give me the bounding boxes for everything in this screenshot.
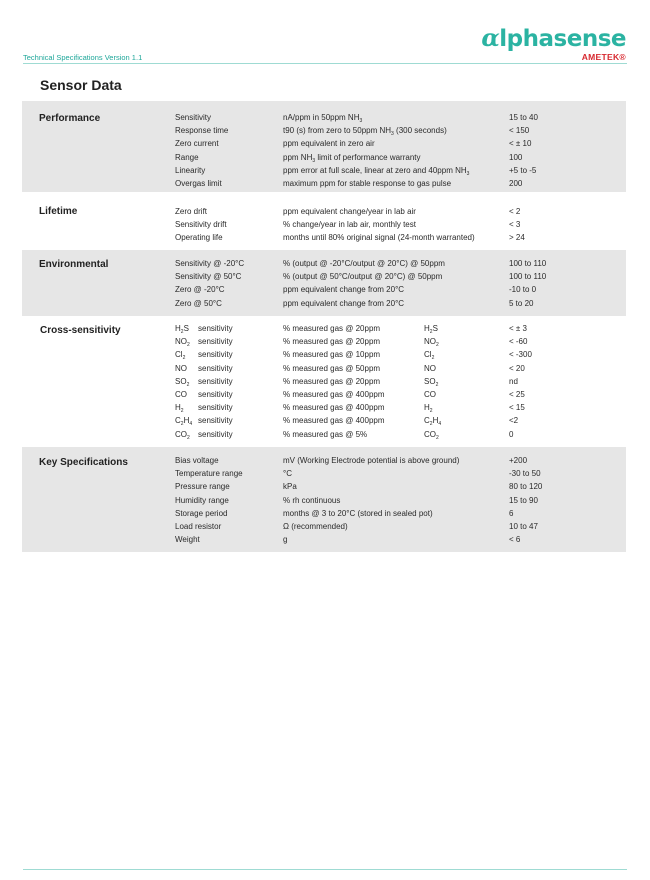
spec-row [22, 480, 626, 493]
gas-name: NO [175, 363, 187, 373]
spec-value: 200 [509, 179, 523, 188]
gas-name: NO [424, 363, 436, 373]
spec-description: % change/year in lab air, monthly test [283, 220, 416, 230]
environmental-section [22, 250, 626, 316]
spec-label: Sensitivity [175, 113, 212, 122]
spec-description: ppm $NH_3$ limit of performance warranty [283, 152, 421, 164]
gas-name: $H_2$ [175, 403, 184, 415]
spec-value: < 15 [509, 403, 525, 413]
subscript: 3 [466, 170, 470, 177]
spec-description: ppm equivalent in zero air [283, 139, 375, 149]
gas-name: $SO_2$ [424, 376, 439, 388]
lifetime-section [22, 200, 626, 248]
spec-label: Bias voltage [175, 456, 219, 465]
spec-label: Load resistor [175, 522, 222, 531]
spec-description: months until 80% original signal (24-month warranted) [283, 233, 475, 243]
spec-description: maximum ppm for stable response to gas pulse [283, 179, 452, 188]
subscript: 2 [180, 421, 184, 428]
spec-row [22, 454, 626, 467]
spec-value: < ± 3 [509, 324, 527, 333]
spec-value: -30 to 50 [509, 469, 541, 479]
gas-name: $Cl_2$ [424, 350, 435, 362]
spec-row [22, 533, 626, 546]
spec-row [22, 164, 626, 177]
spec-row [22, 322, 626, 335]
spec-row [22, 218, 626, 231]
gas-name: $NO_2$ [424, 337, 439, 349]
spec-row [22, 467, 626, 480]
spec-label: Temperature range [175, 469, 243, 479]
spec-value: 10 to 47 [509, 522, 538, 531]
spec-label: sensitivity [198, 363, 233, 373]
subscript: 2 [187, 434, 190, 441]
spec-row [22, 520, 626, 533]
gas-name: $CO_2$ [175, 429, 190, 441]
section-title: Lifetime [39, 206, 78, 217]
subscript: 2 [182, 355, 186, 362]
spec-description: ppm error at full scale, linear at zero and 40ppm $NH_3$ [283, 165, 470, 177]
spec-label: Zero @ -20°C [175, 285, 225, 295]
spec-value: < 25 [509, 390, 525, 399]
spec-description: ppm equivalent change from 20°C [283, 285, 405, 295]
spec-label: Operating life [175, 233, 223, 243]
spec-row [22, 137, 626, 150]
spec-value: 80 to 120 [509, 482, 543, 492]
spec-row [22, 151, 626, 164]
spec-row [22, 270, 626, 283]
spec-row [22, 257, 626, 270]
section-title: Environmental [39, 259, 109, 270]
spec-label: Sensitivity @ -20°C [175, 259, 245, 268]
subscript: 2 [431, 355, 435, 362]
document-subtitle: Technical Specifications Version 1.1 [23, 53, 143, 62]
spec-row [22, 401, 626, 414]
subscript: 2 [180, 408, 184, 415]
gas-name: $H_2S$ [175, 324, 189, 335]
spec-label: sensitivity [198, 324, 233, 333]
subscript: 2 [186, 381, 190, 388]
spec-description: % measured gas @ 400ppm [283, 416, 385, 426]
spec-description: % measured gas @ 20ppm [283, 324, 381, 333]
spec-description: nA/ppm in 50ppm $NH_3$ [283, 113, 363, 124]
spec-description: % measured gas @ 400ppm [283, 403, 385, 413]
gas-name: $Cl_2$ [175, 350, 186, 362]
spec-value: 15 to 90 [509, 495, 538, 505]
spec-label: Zero drift [175, 207, 208, 216]
gas-name: $SO_2$ [175, 376, 190, 388]
spec-value: < -60 [509, 337, 528, 347]
spec-value: < 3 [509, 220, 521, 230]
gas-name: $H_2S$ [424, 324, 438, 335]
spec-description: % rh continuous [283, 495, 341, 505]
spec-value: +5 to -5 [509, 165, 537, 175]
spec-description: % measured gas @ 20ppm [283, 376, 381, 386]
spec-label: sensitivity [198, 390, 233, 399]
spec-description: t90 (s) from zero to 50ppm $NH_3$ (300 seconds) [283, 126, 447, 138]
spec-description: Ω (recommended) [283, 522, 348, 531]
subscript: 2 [435, 381, 439, 388]
cross-sensitivity-section [22, 318, 626, 444]
spec-value: 5 to 20 [509, 298, 534, 308]
spec-row [22, 348, 626, 361]
spec-label: Weight [175, 535, 200, 545]
section-title: Performance [39, 113, 101, 124]
spec-label: Pressure range [175, 482, 230, 492]
alphasense-logo [481, 23, 626, 62]
spec-label: sensitivity [198, 350, 233, 360]
spec-row [22, 124, 626, 137]
spec-row [22, 362, 626, 375]
gas-name: CO [424, 390, 436, 399]
spec-value: 100 to 110 [509, 259, 547, 268]
spec-value: +200 [509, 456, 528, 465]
spec-value: < 20 [509, 363, 525, 373]
spec-description: ppm equivalent change from 20°C [283, 298, 405, 308]
spec-label: sensitivity [198, 416, 233, 426]
spec-value: < -300 [509, 350, 532, 360]
spec-row [22, 177, 626, 190]
spec-description: % measured gas @ 20ppm [283, 337, 381, 347]
spec-value: < ± 10 [509, 139, 532, 149]
section-title: Key Specifications [39, 457, 128, 468]
spec-description: kPa [283, 482, 297, 492]
subscript: 2 [187, 342, 190, 349]
spec-value: -10 to 0 [509, 285, 537, 295]
spec-row [22, 375, 626, 388]
subscript: 2 [429, 408, 433, 415]
spec-description: % (output @ 50°C/output @ 20°C) @ 50ppm [283, 272, 443, 282]
gas-name: $NO_2$ [175, 337, 190, 349]
spec-label: sensitivity [198, 376, 233, 386]
section-title: Cross-sensitivity [40, 325, 121, 336]
subscript: 2 [180, 329, 184, 335]
gas-name: $H_2$ [424, 403, 433, 415]
ametek-logo: AMETEK® [581, 52, 626, 62]
header-divider [23, 63, 627, 64]
spec-description: °C [283, 469, 292, 479]
subscript: 4 [438, 421, 442, 428]
gas-name: CO [175, 390, 187, 399]
spec-description: months @ 3 to 20°C (stored in sealed pot) [283, 508, 433, 518]
spec-label: Storage period [175, 508, 228, 518]
subscript: 2 [429, 421, 433, 428]
spec-label: Zero @ 50°C [175, 298, 222, 308]
gas-name: $CO_2$ [424, 429, 439, 441]
spec-row [22, 388, 626, 401]
spec-label: Overgas limit [175, 179, 222, 188]
gas-name: $C_2H_4$ [424, 416, 442, 428]
spec-value: 6 [509, 508, 514, 518]
logo-wordmark: αlphasense [481, 23, 626, 52]
spec-description: % measured gas @ 5% [283, 429, 368, 439]
spec-label: Humidity range [175, 495, 229, 505]
spec-description: % measured gas @ 50ppm [283, 363, 381, 373]
spec-label: Zero current [175, 139, 219, 149]
spec-label: sensitivity [198, 337, 233, 347]
spec-row [22, 297, 626, 310]
performance-section [22, 101, 626, 192]
spec-value: <2 [509, 416, 519, 426]
spec-label: Linearity [175, 165, 206, 175]
spec-value: 100 to 110 [509, 272, 547, 282]
spec-value: < 2 [509, 207, 521, 216]
footer-divider [23, 869, 627, 870]
spec-value: < 150 [509, 126, 530, 136]
spec-description: ppm equivalent change/year in lab air [283, 207, 416, 216]
spec-label: Sensitivity drift [175, 220, 227, 230]
key-specifications-section [22, 447, 626, 552]
subscript: 2 [436, 434, 439, 441]
spec-description: % measured gas @ 400ppm [283, 390, 385, 399]
gas-name: $C_2H_4$ [175, 416, 193, 428]
spec-row [22, 335, 626, 348]
spec-description: g [283, 535, 288, 545]
spec-row [22, 205, 626, 218]
subscript: 3 [312, 157, 316, 164]
spec-row [22, 231, 626, 244]
subscript: 3 [359, 118, 363, 124]
spec-description: % (output @ -20°C/output @ 20°C) @ 50ppm [283, 259, 445, 268]
spec-row [22, 111, 626, 124]
spec-value: 0 [509, 429, 514, 439]
spec-label: Sensitivity @ 50°C [175, 272, 242, 282]
spec-label: sensitivity [198, 429, 233, 439]
spec-row [22, 494, 626, 507]
spec-row [22, 414, 626, 427]
spec-description: mV (Working Electrode potential is above ground) [283, 456, 460, 465]
spec-description: % measured gas @ 10ppm [283, 350, 381, 360]
spec-label: sensitivity [198, 403, 233, 413]
spec-value: < 6 [509, 535, 521, 545]
subscript: 2 [436, 342, 439, 349]
spec-label: Response time [175, 126, 229, 136]
spec-row [22, 428, 626, 441]
spec-value: > 24 [509, 233, 525, 243]
page-title: Sensor Data [40, 77, 122, 93]
spec-value: 100 [509, 152, 523, 162]
spec-value: nd [509, 376, 518, 386]
spec-row [22, 507, 626, 520]
spec-row [22, 283, 626, 296]
subscript: 3 [391, 131, 394, 138]
subscript: 4 [189, 421, 193, 428]
spec-value: 15 to 40 [509, 113, 538, 122]
spec-label: Range [175, 152, 199, 162]
subscript: 2 [429, 329, 433, 335]
